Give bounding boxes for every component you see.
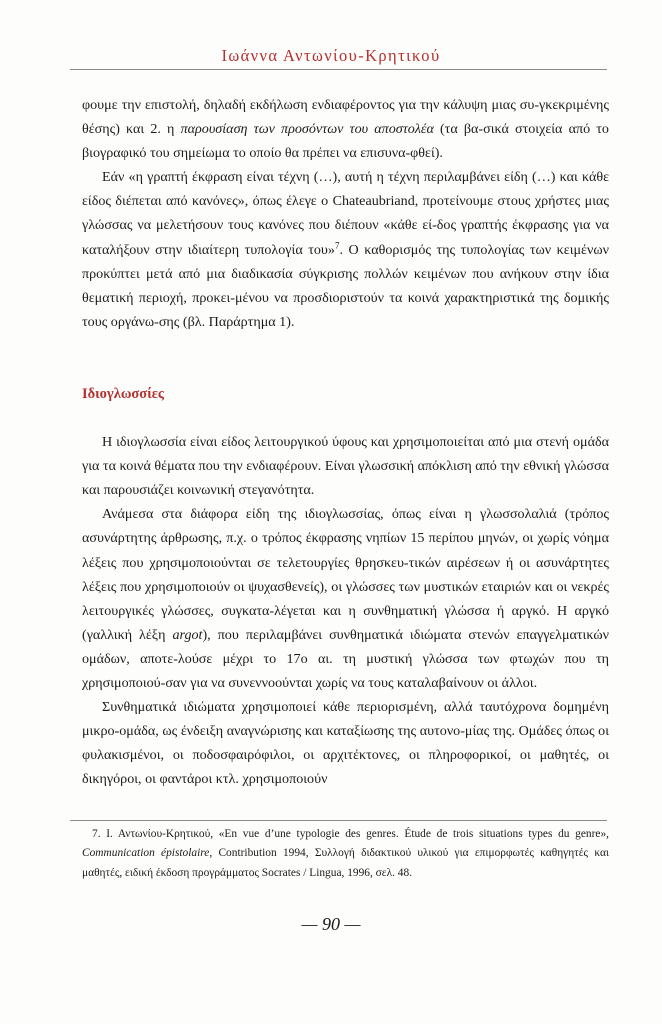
paragraph-1: [82, 93, 609, 165]
header-divider: [70, 69, 607, 70]
footnote-text-1: 7. Ι. Αντωνίου-Κρητικού, «En vue d’une typologie des genres. Étude de trois situations types du genre»,: [92, 828, 609, 840]
paragraph-2-text: Εάν «η γραπτή έκφραση είναι τέχνη (…), αυτή η τέχνη περιλαμβάνει είδη (…) και κάθε είδος διέπεται από κανόνες», όπως έλεγε ο Chateaubriand, προτείνουμε στους χρήστες μιας γλώσσας να μελετήσουν τους κανόνες που διέπουν «κάθε εί-δος γραπτής έκφρασης για να καταλήξουν στην ιδιαίτερη τυπολογία του»: [82, 169, 609, 258]
footnote-italic: Communication épistolaire: [82, 847, 210, 860]
section-heading: Ιδιογλωσσίες: [82, 385, 165, 402]
page-number: — 90 —: [301, 914, 361, 934]
footnote: [82, 825, 609, 883]
footnote-divider: [70, 820, 607, 821]
paragraph-3: Η ιδιογλωσσία είναι είδος λειτουργικού ύφους και χρησιμοποιείται από μια στενή ομάδα για τα κοινά θέματα που την ενδιαφέρουν. Είναι γλωσσική απόκλιση από την εθνική γλώσσα και παρουσιάζει κοινωνική στεγανότητα.: [82, 434, 609, 499]
paragraph-4-text: Ανάμεσα στα διάφορα είδη της ιδιογλωσσίας, όπως είναι η γλωσσολαλιά (τρόπος ασυνάρτητης άρθρωσης, π.χ. ο τρόπος έκφρασης νηπίων 15 περίπου μηνών, οι χωρίς νόημα λέξεις που χρησιμοποιούνται σε τελετουργίες θρησκευ-τικών αιρέσεων ή οι ασυνάρτητες λέξεις που χρησιμοποιούν οι ψυχασθενείς), οι γλώσσες των μυστικών εταιριών και οι νεκρές λειτουργικές γλώσσες, συγκατα-λέγεται και η συνθηματική γλώσσα ή αργκό. Η αργκό (γαλλική λέξη: [82, 506, 609, 643]
paragraph-5: Συνθηματικά ιδιώματα χρησιμοποιεί κάθε περιορισμένη, αλλά ταυτόχρονα δομημένη μικρο-ομάδα, ως ένδειξη αναγνώρισης και καταξίωσης της αυτονο-μίας της. Ομάδες όπως οι φυλακισμένοι, οι ποδοσφαιρόφιλοι, οι αρχιτέκτονες, οι πληροφορικοί, οι μαθητές, οι δικηγόροι, οι φαντάροι κτλ. χρησιμοποιούν: [82, 699, 609, 788]
paragraph-4-tail: ), που περιλαμβάνει συνθηματικά ιδιώματα στενών επαγγελματικών ομάδων, αποτε-λούσε μέχρι το 17ο αι. τη μυστική γλώσσα των φτωχών που τη χρησιμοποιού-σαν για να συνεννοούνται χωρίς να τους καταλαβαίνουν οι άλλοι.: [82, 626, 609, 691]
paragraph-1-italic: παρουσίαση των προσόντων του αποστολέα: [180, 121, 434, 138]
running-head: Ιωάννα Αντωνίου-Κρητικού: [221, 46, 441, 65]
paragraph-4: [82, 502, 609, 695]
paragraph-2-tail: . Ο καθορισμός της τυπολογίας των κειμένων προκύπτει μετά από μια διαδικασία σύγκρισης πολλών κειμένων που ανήκουν στην ίδια θεματική περιοχή, προκει-μένου να προσδιοριστούν τα κοινά χαρακτηριστικά της δομικής τους οργάνω-σης (βλ. Παράρτημα 1).: [82, 241, 609, 330]
footnote-text-2: , Contribution 1994, Συλλογή διδακτικού υλικού για επιμορφωτές καθηγητές και μαθητές, ειδική έκδοση προγράμματος Socrates / Lingua, 1996, σελ. 48.: [82, 847, 609, 879]
footnote-reference[interactable]: 7: [334, 239, 340, 250]
body-text: [82, 93, 609, 791]
paragraph-2: [82, 165, 609, 334]
paragraph-4-italic: argot: [172, 626, 203, 643]
paragraph-1-tail: (τα βα-σικά στοιχεία από το βιογραφικό του σημείωμα το οποίο θα πρέπει να επισυνα-φθεί).: [82, 121, 609, 162]
footnote-7: [82, 825, 609, 883]
paragraph-1-text: φουμε την επιστολή, δηλαδή εκδήλωση ενδιαφέροντος για την κάλυψη μιας συ-γκεκριμένης θέσης) και 2. η: [82, 97, 609, 138]
